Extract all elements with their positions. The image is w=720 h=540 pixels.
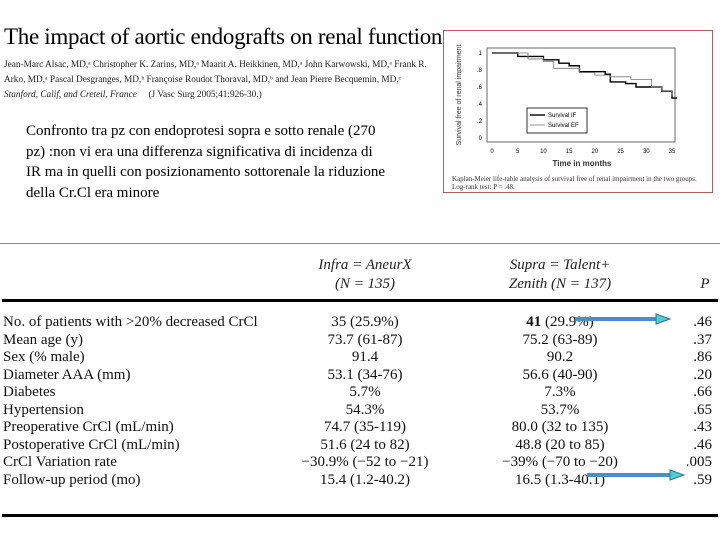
header-p: P bbox=[700, 276, 710, 292]
infra-value: 15.4 (1.2-40.2) bbox=[320, 471, 410, 488]
y-tick-label: 1 bbox=[478, 51, 482, 57]
infra-value: 5.7% bbox=[349, 384, 381, 400]
infra-value: −30.9% (−52 to −21) bbox=[301, 454, 429, 470]
y-tick-label: .2 bbox=[476, 119, 482, 125]
chart-caption: Kaplan-Meier life-table analysis of survival free of renal impairment in the two groups. Log-rank test: P = .48. bbox=[452, 175, 697, 191]
infra-value: 35 (25.9%) bbox=[331, 314, 399, 330]
supra-value: 16.5 (1.3-40.1) bbox=[515, 471, 605, 488]
legend-label: Survival EF bbox=[548, 123, 579, 129]
x-tick-label: 5 bbox=[516, 149, 520, 155]
slide-note: Confronto tra pz con endoprotesi sopra e sotto renale (270 pz) :non vi era una differenza significativa di incidenza di IR ma in quelli con posizionamento sottorenale la riduzione della Cr.Cl era minore bbox=[26, 123, 386, 201]
table-row bbox=[0, 332, 720, 349]
table-row bbox=[0, 384, 720, 401]
x-tick-label: 0 bbox=[490, 149, 494, 155]
x-tick-label: 25 bbox=[617, 149, 624, 155]
table-row bbox=[0, 402, 720, 419]
header-supra bbox=[490, 256, 630, 294]
supra-value: 48.8 (20 to 85) bbox=[515, 436, 605, 453]
infra-value: 54.3% bbox=[345, 401, 385, 418]
x-tick-label: 20 bbox=[591, 149, 599, 155]
header-infra-line2: (N = 135) bbox=[334, 276, 396, 292]
supra-value: −39% (−70 to −20) bbox=[502, 454, 618, 470]
row-label: Preoperative CrCl (mL/min) bbox=[3, 419, 174, 435]
article-title: The impact of aortic endografts on renal function bbox=[4, 24, 443, 49]
supra-value: 90.2 bbox=[546, 349, 574, 365]
row-label: Diabetes bbox=[3, 384, 56, 400]
p-value: .66 bbox=[693, 384, 712, 400]
author-names: Jean-Marc Alsac, MD,ᵃ Christopher K. Zarins, MD,ᵃ Maarit A. Heikkinen, MD,ᵃ John Karwowski, MD,ᵃ Frank R. Arko, MD,ᵃ Pascal Desgranges, MD,ᵇ Françoise Roudot Thoraval, MD,ᵇ and Jean Pierre Becquemin, MD,ᶜ bbox=[4, 60, 427, 85]
p-value: .43 bbox=[693, 419, 712, 435]
y-tick-label: 0 bbox=[478, 136, 482, 142]
y-axis-label: Survival free of renal impairment bbox=[456, 44, 463, 146]
table-row bbox=[0, 419, 720, 436]
supra-value: 53.7% bbox=[540, 401, 580, 418]
arrow-icon bbox=[582, 468, 702, 484]
supra-value: 7.3% bbox=[544, 384, 576, 400]
header-supra-line2: Zenith (N = 137) bbox=[508, 276, 612, 292]
p-value: .005 bbox=[685, 454, 712, 470]
x-tick-label: 10 bbox=[540, 149, 547, 155]
p-value: .20 bbox=[693, 366, 712, 383]
divider bbox=[0, 243, 720, 244]
table-bottom-rule bbox=[2, 514, 718, 517]
legend-label: Survival IF bbox=[548, 113, 577, 119]
header-supra-line1: Supra = Talent+ bbox=[509, 257, 611, 273]
supra-value: 56.6 (40-90) bbox=[522, 366, 598, 383]
km-chart bbox=[0, 0, 720, 200]
row-label: Mean age (y) bbox=[3, 331, 83, 348]
row-label: Postoperative CrCl (mL/min) bbox=[3, 436, 180, 453]
p-value: .59 bbox=[693, 471, 712, 488]
x-axis-label: Time in months bbox=[552, 159, 612, 168]
y-tick-label: .6 bbox=[476, 85, 482, 91]
x-tick-label: 30 bbox=[642, 149, 650, 155]
table-top-rule bbox=[2, 299, 718, 302]
affiliation: Stanford, Calif, and Creteil, France bbox=[4, 90, 137, 100]
row-label: Follow-up period (mo) bbox=[3, 471, 141, 488]
supra-value: 41 (29.9%) bbox=[526, 314, 594, 330]
row-label: Hypertension bbox=[3, 401, 84, 418]
row-label: CrCl Variation rate bbox=[3, 454, 117, 470]
series-line-if bbox=[492, 53, 677, 98]
p-value: .46 bbox=[693, 314, 712, 330]
table-row bbox=[0, 437, 720, 454]
supra-value: 80.0 (32 to 135) bbox=[511, 419, 609, 435]
infra-value: 91.4 bbox=[351, 349, 379, 365]
p-value: .86 bbox=[693, 349, 712, 365]
arrow-icon bbox=[570, 312, 690, 328]
table-row bbox=[0, 367, 720, 384]
p-value: .37 bbox=[693, 331, 712, 348]
p-value: .46 bbox=[693, 436, 712, 453]
row-label: Diameter AAA (mm) bbox=[3, 366, 131, 383]
header-infra bbox=[290, 256, 440, 294]
y-tick-label: .4 bbox=[476, 102, 482, 108]
legend-box bbox=[527, 108, 587, 133]
row-label: No. of patients with >20% decreased CrCl bbox=[3, 314, 258, 330]
x-tick-label: 35 bbox=[668, 149, 676, 155]
y-tick-label: .8 bbox=[476, 68, 482, 74]
infra-value: 74.7 (35-119) bbox=[324, 419, 406, 435]
series-line-ef bbox=[492, 53, 672, 96]
infra-value: 51.6 (24 to 82) bbox=[320, 436, 410, 453]
row-label: Sex (% male) bbox=[3, 349, 85, 365]
citation: (J Vasc Surg 2005;41:926-30.) bbox=[148, 90, 262, 100]
infra-value: 53.1 (34-76) bbox=[327, 366, 403, 383]
p-value: .65 bbox=[693, 401, 712, 418]
supra-value: 75.2 (63-89) bbox=[522, 331, 598, 348]
table-row bbox=[0, 349, 720, 366]
x-tick-label: 15 bbox=[565, 149, 573, 155]
header-infra-line1: Infra = AneurX bbox=[318, 257, 412, 273]
infra-value: 73.7 (61-87) bbox=[327, 331, 403, 348]
